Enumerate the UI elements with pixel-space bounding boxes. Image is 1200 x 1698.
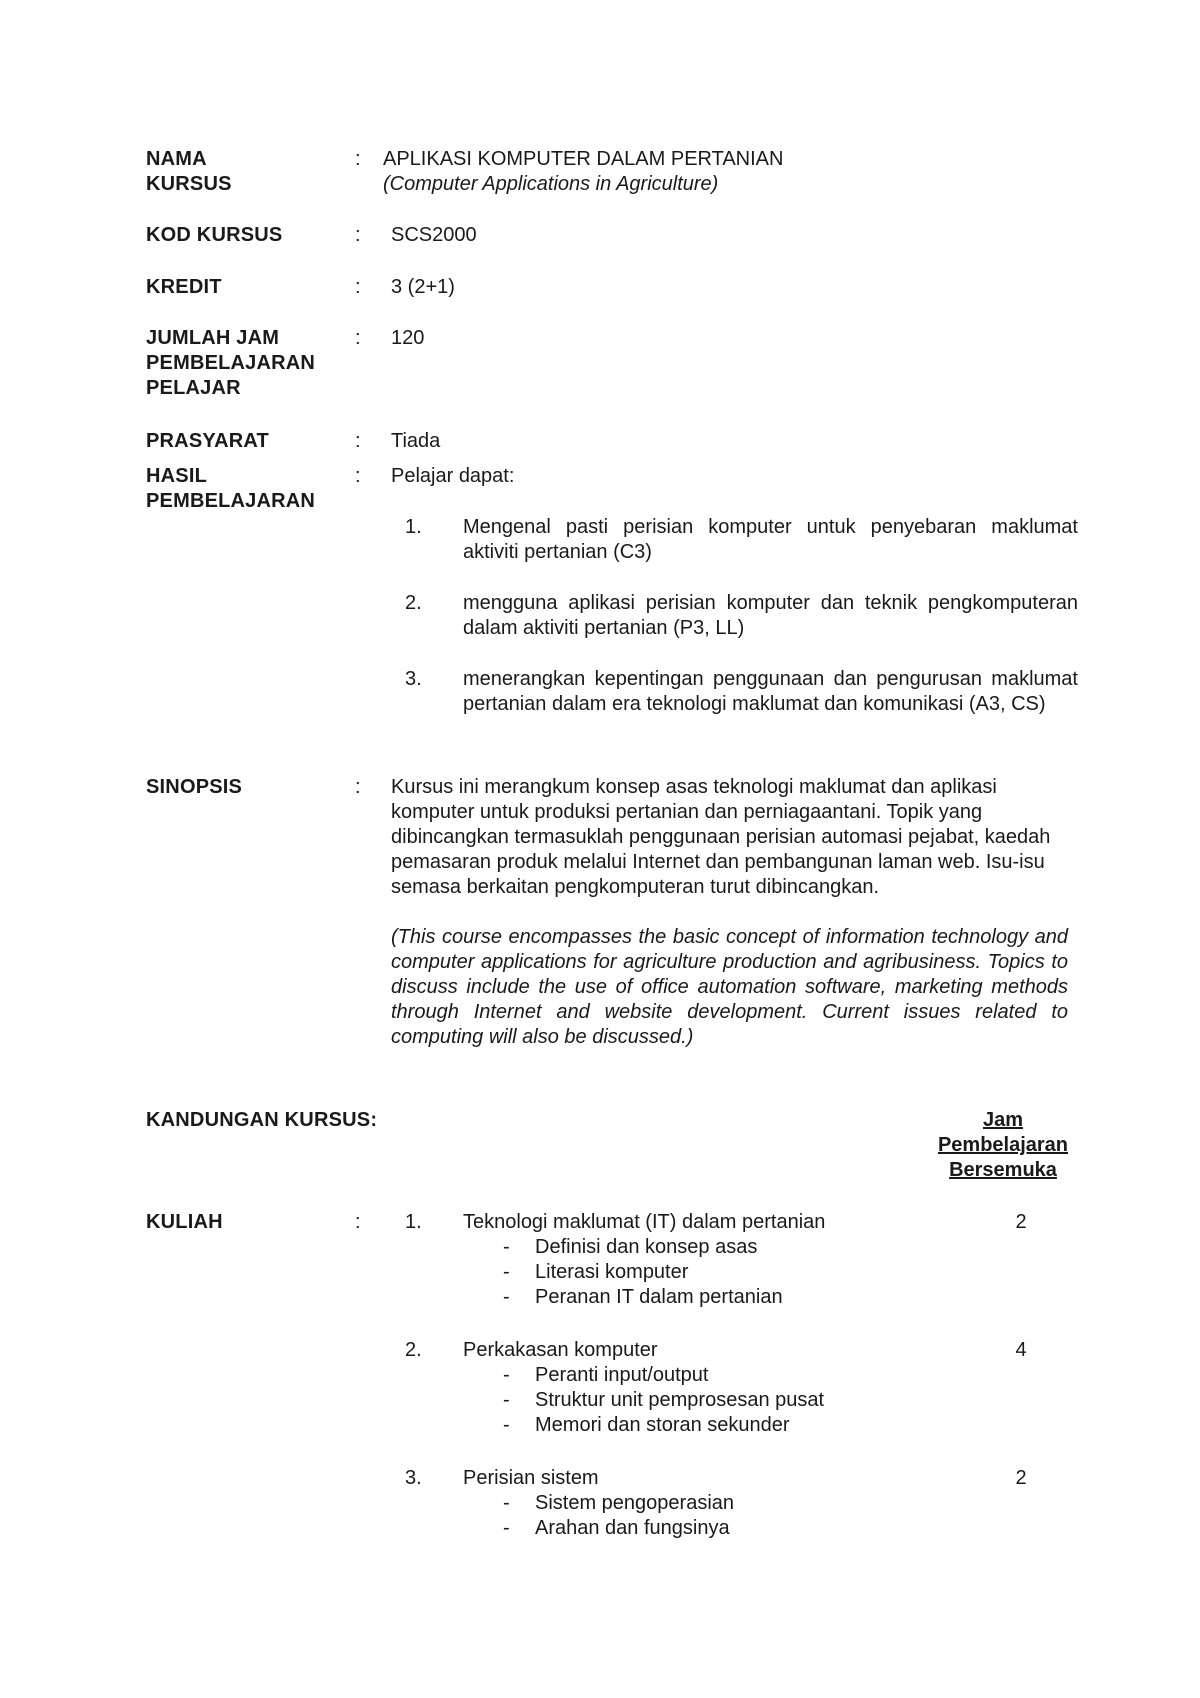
subtopic-text: Arahan dan fungsinya [535,1517,730,1539]
topic-item [391,1210,1078,1310]
subtopic [391,1363,1078,1388]
value-hasil [391,464,1078,717]
subtopic-text: Definisi dan konsep asas [535,1236,758,1258]
course-title: APLIKASI KOMPUTER DALAM PERTANIAN [383,148,784,170]
subtopic-text: Struktur unit pemprosesan pusat [535,1389,825,1411]
jam-head-line: Pembelajaran [937,1134,1069,1156]
label-nama-kursus [146,147,346,197]
subtopic-text: Memori dan storan sekunder [535,1414,790,1436]
topic-hours: 4 [1015,1339,1027,1361]
sinopsis-text-en: (This course encompasses the basic concept of information technology and computer applications for agriculture production and agribusiness. Topics to discuss include the use of office automation software, marketing methods through Internet and website development. Current issues related to computing will also be discussed.) [391,926,1068,1048]
dash: - [503,1517,510,1539]
label-kuliah: KULIAH [146,1211,223,1233]
jam-head-line: Bersemuka [949,1159,1057,1181]
hasil-intro: Pelajar dapat: [391,465,515,487]
value-prasyarat: Tiada [391,430,441,452]
colon: : [355,1211,361,1233]
dash: - [503,1414,510,1436]
label-prasyarat: PRASYARAT [146,430,269,452]
list-item [391,667,1078,717]
label-line: JUMLAH JAM [146,327,280,349]
list-text: menerangkan kepentingan penggunaan dan pengurusan maklumat pertanian dalam era teknologi maklumat dan komunikasi (A3, CS) [463,668,1078,715]
subtopic [391,1235,1078,1260]
topic-title: Teknologi maklumat (IT) dalam pertanian [463,1211,826,1233]
list-text: mengguna aplikasi perisian komputer dan teknik pengkomputeran dalam aktiviti pertanian (P3, LL) [463,592,1078,639]
value-kredit: 3 (2+1) [391,276,455,298]
subtopic [391,1388,1078,1413]
colon: : [355,465,361,487]
topic-title: Perisian sistem [463,1467,599,1489]
value-kod-kursus: SCS2000 [391,224,477,246]
dash: - [503,1389,510,1411]
dash: - [503,1261,510,1283]
topic-title: Perkakasan komputer [463,1339,658,1361]
list-number: 1. [405,516,422,538]
jam-head-line: Jam [982,1109,1024,1131]
list-text: Mengenal pasti perisian komputer untuk penyebaran maklumat aktiviti pertanian (C3) [463,516,1078,563]
dash: - [503,1492,510,1514]
topic-number: 3. [405,1467,422,1489]
list-number: 2. [405,592,422,614]
colon: : [355,776,361,798]
colon: : [355,276,361,298]
dash: - [503,1236,510,1258]
subtopic [391,1260,1078,1285]
label-line: PEMBELAJARAN [146,490,316,512]
course-title-en: (Computer Applications in Agriculture) [383,173,719,195]
topic-number: 2. [405,1339,422,1361]
list-item [391,515,1078,565]
subtopic-text: Peranan IT dalam pertanian [535,1286,783,1308]
value-sinopsis [391,775,1078,1050]
label-sinopsis: SINOPSIS [146,776,243,798]
topic-item [391,1338,1078,1438]
value-nama-kursus [383,147,1078,197]
dash: - [503,1364,510,1386]
topic-hours: 2 [1015,1467,1027,1489]
topic-item [391,1466,1078,1541]
label-line: PEMBELAJARAN [146,352,316,374]
colon: : [355,327,361,349]
list-number: 3. [405,668,422,690]
label-hasil [146,464,346,514]
subtopic-text: Literasi komputer [535,1261,689,1283]
label-line: NAMA [146,148,207,170]
jam-column-heading [928,1108,1078,1183]
label-line: KURSUS [146,173,232,195]
subtopic [391,1285,1078,1310]
colon: : [355,430,361,452]
value-jumlah-jam: 120 [391,327,425,349]
label-line: HASIL [146,465,207,487]
label-kod-kursus: KOD KURSUS [146,224,283,246]
subtopic [391,1516,1078,1541]
colon: : [355,148,361,170]
label-jumlah-jam [146,326,346,401]
dash: - [503,1286,510,1308]
label-line: PELAJAR [146,377,241,399]
subtopic-text: Peranti input/output [535,1364,709,1386]
topic-hours: 2 [1015,1211,1027,1233]
sinopsis-text-ms: Kursus ini merangkum konsep asas teknologi maklumat dan aplikasi komputer untuk produksi pertanian dan perniagaantani. Topik yang dibincangkan termasuklah penggunaan perisian automasi pejabat, kaedah pemasaran produk melalui Internet dan pembangunan laman web. Isu-isu semasa berkaitan pengkomputeran turut dibincangkan. [391,776,1051,898]
colon: : [355,224,361,246]
list-item [391,591,1078,641]
kandungan-heading: KANDUNGAN KURSUS: [146,1109,378,1131]
subtopic-text: Sistem pengoperasian [535,1492,735,1514]
subtopic [391,1413,1078,1438]
subtopic [391,1491,1078,1516]
label-kredit: KREDIT [146,276,222,298]
topic-number: 1. [405,1211,422,1233]
